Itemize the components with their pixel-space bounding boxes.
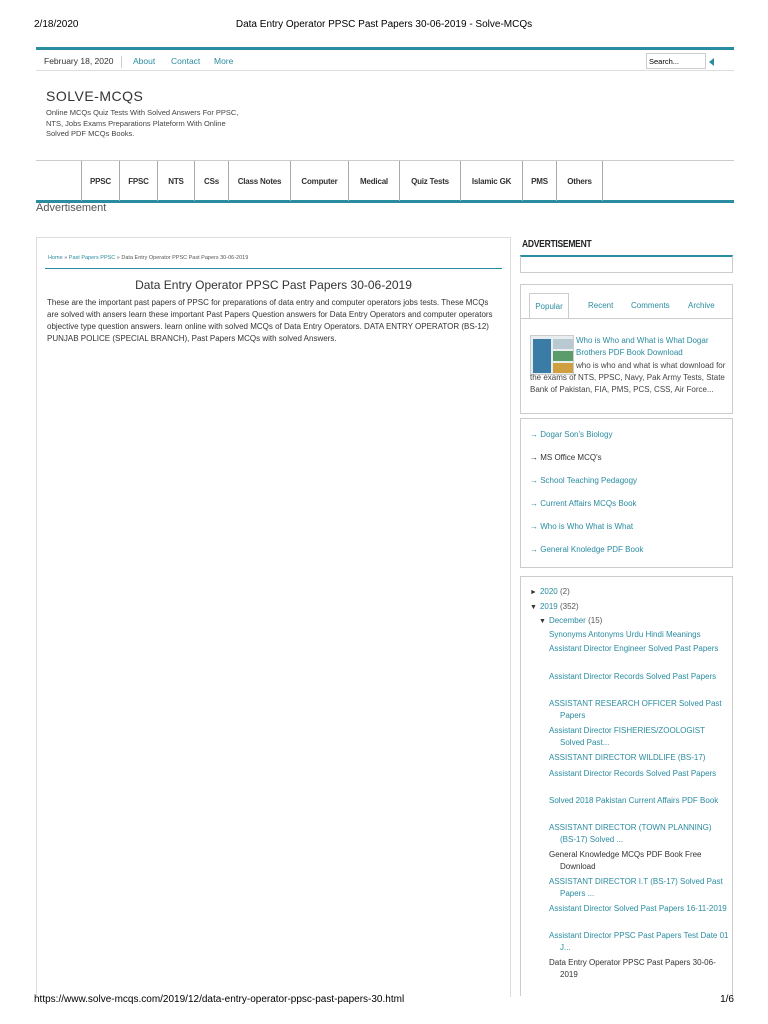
more-link[interactable]: More <box>214 56 234 66</box>
topbar-date: February 18, 2020 <box>44 56 122 68</box>
nav-item-islamic-gk[interactable]: Islamic GK <box>460 161 522 201</box>
sidebar-link[interactable]: → Dogar Son's Biology <box>530 430 613 439</box>
site-tagline: Online MCQs Quiz Tests With Solved Answers For PPSC, NTS, Jobs Exams Preparations Plateform With Online Solved PDF MCQs Books. <box>46 108 239 138</box>
archive-post-link[interactable]: ASSISTANT DIRECTOR WILDLIFE (BS-17) <box>549 753 706 762</box>
sidebar-links <box>520 418 733 568</box>
archive-month-label[interactable]: December <box>548 616 586 625</box>
nav-item-fpsc[interactable]: FPSC <box>119 161 157 201</box>
breadcrumb-separator: » <box>64 255 68 261</box>
archive-count: (15) <box>588 616 603 625</box>
archive-post-link[interactable]: Synonyms Antonyms Urdu Hindi Meanings <box>549 630 701 639</box>
print-footer <box>0 990 768 1024</box>
nav-item-ppsc[interactable]: PPSC <box>81 161 119 201</box>
expanded-triangle-icon[interactable]: ▼ <box>530 604 537 611</box>
tab-popular[interactable]: Popular <box>529 293 569 319</box>
post-body: These are the important past papers of PPSC for preparations of data entry and computer operators jobs tests. These MCQs are solved with ansers learn these important Past Papers Question answers for Data Entry Operators and computer operators objective type question answers. learn online with solved MCQs of Data Entry Operators. DATA ENTRY OPERATOR (BS-12) PUNJAB POLICE (SPECIAL BRANCH), Past Papers MCQs with solved Answers. <box>47 298 493 343</box>
breadcrumb-current: Data Entry Operator PPSC Past Papers 30-06-2019 <box>121 255 249 261</box>
breadcrumb-separator: » <box>116 255 120 261</box>
site-title[interactable]: SOLVE-MCQS <box>46 88 144 104</box>
post-content <box>36 237 511 997</box>
tabs-divider <box>521 318 732 319</box>
nav-item-pms[interactable]: PMS <box>522 161 556 201</box>
archive-month-december[interactable] <box>539 615 602 627</box>
breadcrumb-divider <box>45 268 502 269</box>
popular-post-description: who is who and what is what download for the exams of NTS, PPSC, Navy, Pak Army Tests, State Bank of Pakistan, FIA, PMS, PCS, CSS, Air Force... <box>530 361 726 394</box>
archive-post-link[interactable]: Assistant Director Records Solved Past Papers <box>549 672 717 681</box>
archive-post-current[interactable]: General Knowledge MCQs PDF Book Free Download <box>549 850 702 871</box>
sidebar-ad-slot <box>520 255 733 273</box>
sidebar-tabs <box>520 284 733 414</box>
tab-archive[interactable]: Archive <box>688 301 715 310</box>
archive-year-label[interactable]: 2019 <box>539 602 558 611</box>
contact-link[interactable]: Contact <box>171 56 201 66</box>
nav-item-others[interactable]: Others <box>556 161 603 201</box>
expanded-triangle-icon[interactable]: ▼ <box>539 618 546 625</box>
sidebar-link[interactable]: → Who is Who What is What <box>530 522 634 531</box>
print-title: Data Entry Operator PPSC Past Papers 30-06-2019 - Solve-MCQs <box>235 19 533 30</box>
print-url: https://www.solve-mcqs.com/2019/12/data-entry-operator-ppsc-past-papers-30.html <box>34 994 405 1005</box>
search-input[interactable] <box>646 53 706 69</box>
blog-archive <box>520 576 733 996</box>
archive-post-link[interactable]: ASSISTANT DIRECTOR (TOWN PLANNING) (BS-17) Solved ... <box>549 823 712 844</box>
post-title: Data Entry Operator PPSC Past Papers 30-06-2019 <box>135 278 412 292</box>
sidebar-link[interactable]: → Current Affairs MCQs Book <box>530 499 637 508</box>
breadcrumb-category[interactable]: Past Papers PPSC <box>68 255 116 261</box>
breadcrumb <box>48 255 248 261</box>
archive-post-link[interactable]: ASSISTANT RESEARCH OFFICER Solved Past Papers <box>549 699 722 720</box>
sidebar-link[interactable]: → MS Office MCQ's <box>530 453 602 462</box>
print-date: 2/18/2020 <box>34 19 79 30</box>
sidebar-link[interactable]: → General Knoledge PDF Book <box>530 545 644 554</box>
archive-count: (352) <box>559 602 579 611</box>
nav-item-computer[interactable]: Computer <box>290 161 348 201</box>
collapsed-triangle-icon[interactable]: ► <box>530 589 537 596</box>
archive-year-label[interactable]: 2020 <box>539 587 558 596</box>
nav-item-class-notes[interactable]: Class Notes <box>228 161 290 201</box>
main-nav <box>36 160 734 203</box>
popular-post-title[interactable]: Who is Who and What is What Dogar Brothers PDF Book Download <box>576 336 709 357</box>
archive-post-current[interactable]: Data Entry Operator PPSC Past Papers 30-06-2019 <box>549 958 716 979</box>
nav-item-css[interactable]: CSs <box>194 161 228 201</box>
archive-year-2019[interactable] <box>530 601 579 613</box>
tab-comments[interactable]: Comments <box>631 301 670 310</box>
print-header <box>0 0 768 40</box>
search-arrow-icon[interactable] <box>709 58 714 66</box>
sidebar-link[interactable]: → School Teaching Pedagogy <box>530 476 638 485</box>
archive-post-link[interactable]: ASSISTANT DIRECTOR I.T (BS-17) Solved Past Papers ... <box>549 877 723 898</box>
site-brand <box>46 88 246 140</box>
about-link[interactable]: About <box>133 56 156 66</box>
advertisement-label: Advertisement <box>36 202 107 214</box>
top-bar <box>36 47 734 71</box>
archive-count: (2) <box>559 587 570 596</box>
breadcrumb-home[interactable]: Home <box>48 255 63 261</box>
archive-post-link[interactable]: Assistant Director PPSC Past Papers Test Date 01 J... <box>549 931 729 952</box>
archive-post-link[interactable]: Assistant Director FISHERIES/ZOOLOGIST Solved Past... <box>549 726 705 747</box>
nav-item-medical[interactable]: Medical <box>348 161 399 201</box>
nav-item-quiz-tests[interactable]: Quiz Tests <box>399 161 460 201</box>
nav-item-nts[interactable]: NTS <box>157 161 194 201</box>
tab-recent[interactable]: Recent <box>588 301 614 310</box>
archive-year-2020[interactable] <box>530 586 570 598</box>
sidebar-ad-title: ADVERTISEMENT <box>522 239 592 250</box>
print-page-number: 1/6 <box>720 994 734 1005</box>
archive-post-link[interactable]: Assistant Director Solved Past Papers 16-11-2019 <box>549 904 727 913</box>
archive-post-link[interactable]: Solved 2018 Pakistan Current Affairs PDF Book <box>549 796 719 805</box>
archive-post-link[interactable]: Assistant Director Records Solved Past Papers <box>549 769 717 778</box>
archive-post-link[interactable]: Assistant Director Engineer Solved Past Papers <box>549 644 719 653</box>
